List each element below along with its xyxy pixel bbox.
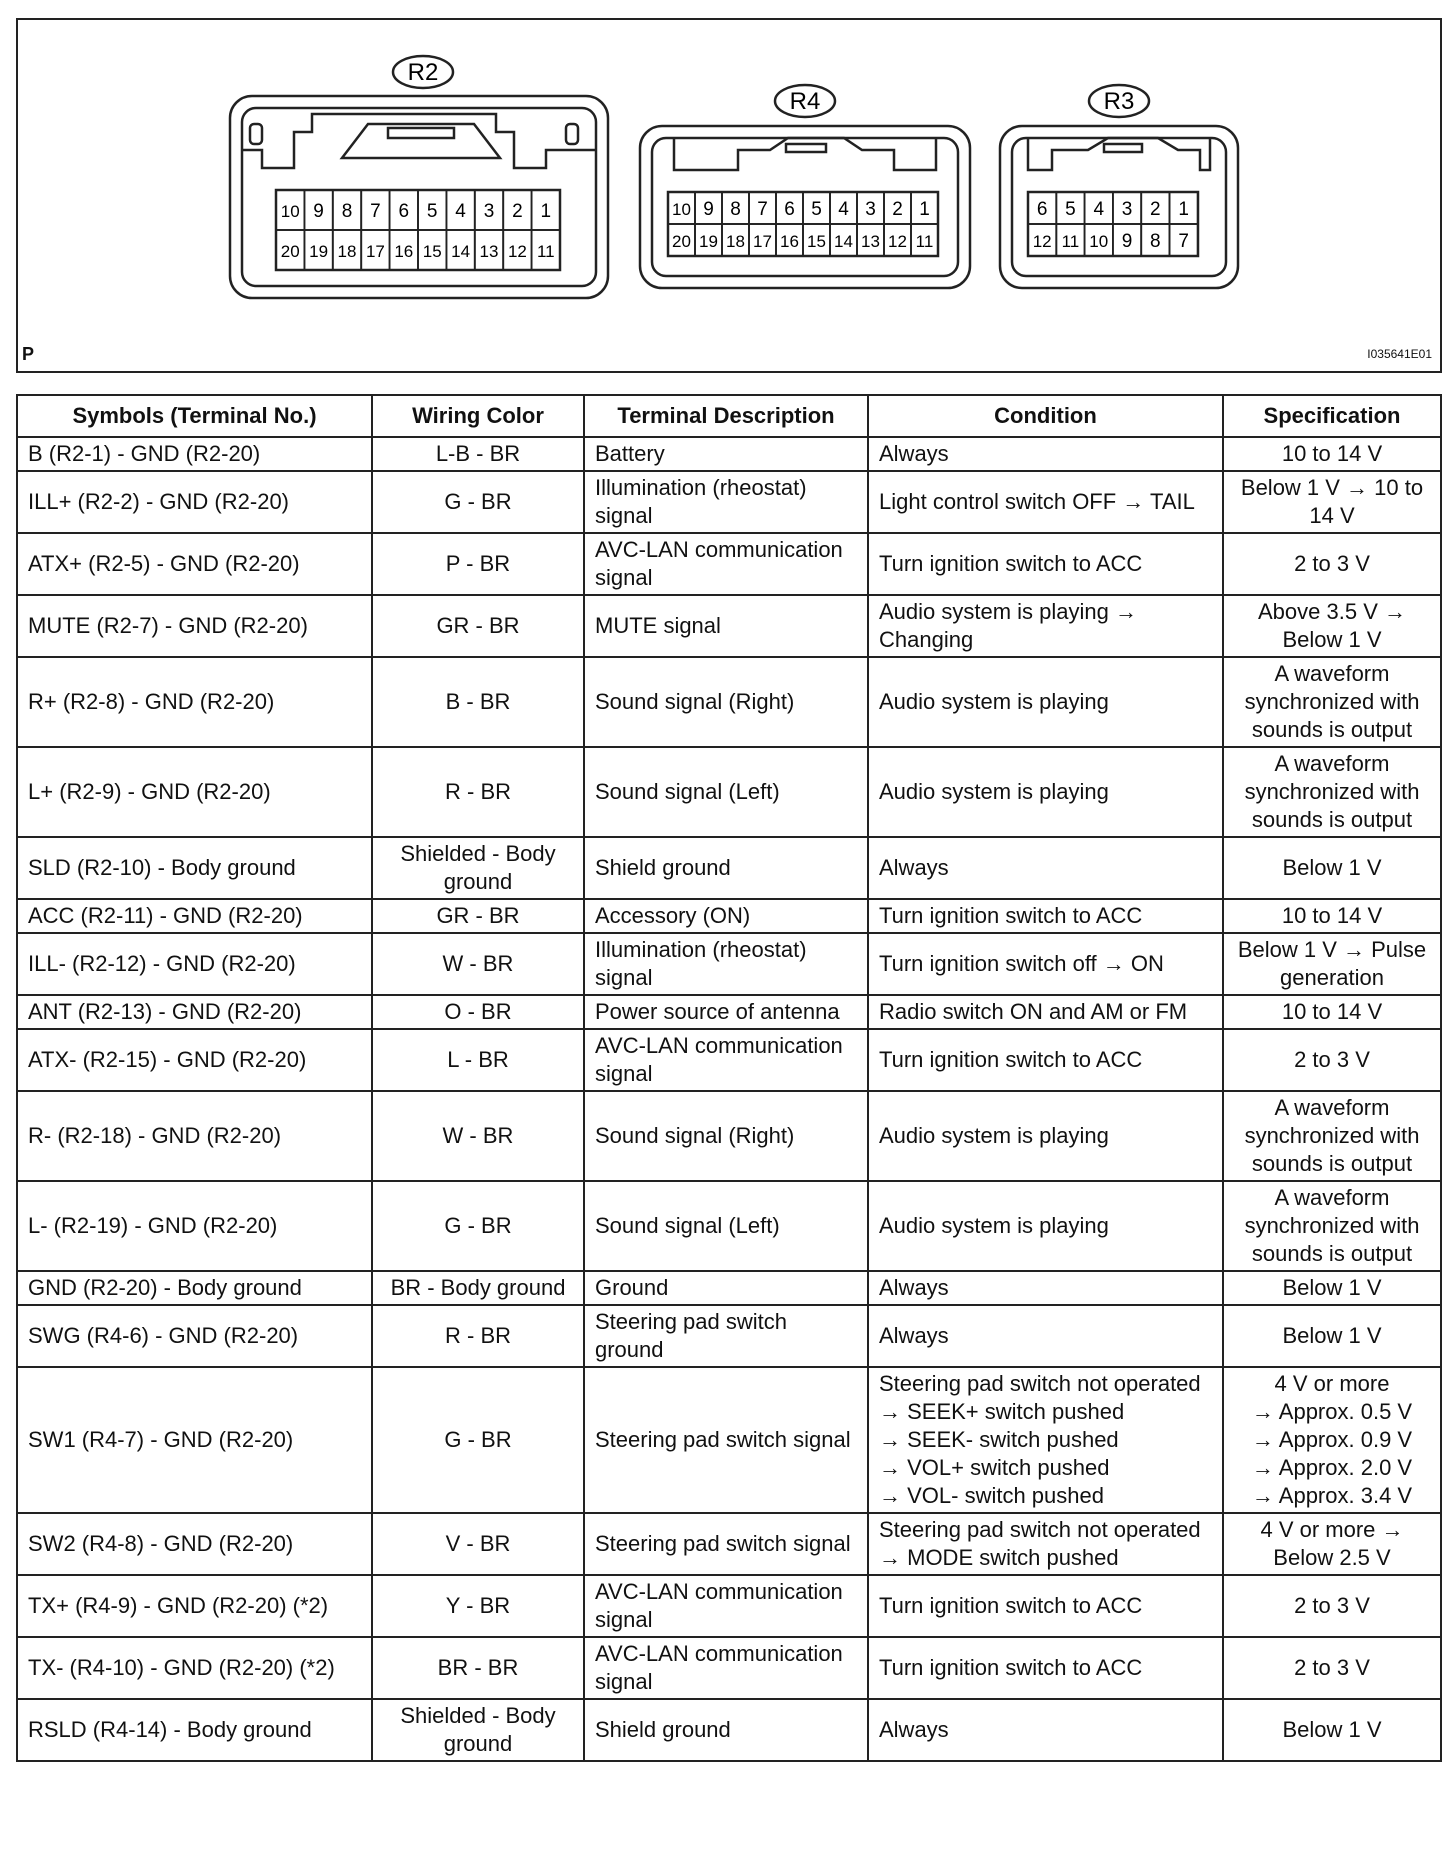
pin-number: 5 — [1065, 199, 1076, 220]
cell-specification: Below 1 V — [1223, 1699, 1441, 1761]
pin-number: 3 — [865, 199, 876, 220]
cell-description: Battery — [584, 437, 868, 471]
cell-description: Shield ground — [584, 837, 868, 899]
pin-number: 10 — [280, 202, 300, 221]
table-row — [17, 1029, 1441, 1091]
cell-description: AVC-LAN communication signal — [584, 1637, 868, 1699]
table-row — [17, 471, 1441, 533]
cell-wiring-color: L - BR — [372, 1029, 584, 1091]
pin-number: 15 — [422, 242, 442, 261]
figure-corner-label: P — [22, 344, 35, 364]
pin-number: 8 — [730, 199, 741, 220]
cell-condition: Always — [868, 1271, 1223, 1305]
cell-wiring-color: G - BR — [372, 1181, 584, 1271]
pin-number: 14 — [834, 232, 853, 251]
pin-number: 11 — [1061, 232, 1080, 251]
table-row — [17, 657, 1441, 747]
pin-number: 9 — [703, 199, 714, 220]
cell-condition: Always — [868, 437, 1223, 471]
cell-description: Illumination (rheostat) signal — [584, 471, 868, 533]
cell-symbols: ILL- (R2-12) - GND (R2-20) — [17, 933, 372, 995]
pin-number: 9 — [1121, 231, 1133, 252]
cell-description: AVC-LAN communication signal — [584, 533, 868, 595]
cell-condition: Always — [868, 837, 1223, 899]
cell-condition: Steering pad switch not operated → MODE switch pushed — [868, 1513, 1223, 1575]
cell-specification: 10 to 14 V — [1223, 437, 1441, 471]
pin-number: 8 — [1150, 231, 1161, 252]
cell-symbols: ILL+ (R2-2) - GND (R2-20) — [17, 471, 372, 533]
cell-wiring-color: W - BR — [372, 1091, 584, 1181]
header-specification: Specification — [1223, 395, 1441, 437]
table-row — [17, 899, 1441, 933]
cell-description: Accessory (ON) — [584, 899, 868, 933]
connector-r4-label: R4 — [789, 88, 821, 115]
pin-number: 19 — [699, 232, 718, 251]
cell-condition: Turn ignition switch to ACC — [868, 533, 1223, 595]
cell-specification: Below 1 V — [1223, 837, 1441, 899]
connector-r2 — [230, 96, 608, 298]
pin-number: 11 — [536, 242, 555, 261]
cell-condition: Audio system is playing — [868, 657, 1223, 747]
cell-condition: Turn ignition switch to ACC — [868, 1029, 1223, 1091]
pin-number: 17 — [753, 232, 772, 251]
pin-number: 13 — [479, 242, 499, 261]
connector-r3 — [1000, 126, 1238, 288]
cell-condition: Turn ignition switch to ACC — [868, 1637, 1223, 1699]
cell-specification: 2 to 3 V — [1223, 533, 1441, 595]
cell-specification: A waveform synchronized with sounds is output — [1223, 747, 1441, 837]
cell-symbols: SW1 (R4-7) - GND (R2-20) — [17, 1367, 372, 1513]
cell-wiring-color: W - BR — [372, 933, 584, 995]
pin-number: 12 — [888, 232, 907, 251]
cell-condition: Audio system is playing — [868, 1091, 1223, 1181]
cell-condition: Radio switch ON and AM or FM — [868, 995, 1223, 1029]
pin-number: 9 — [313, 201, 324, 222]
cell-wiring-color: Y - BR — [372, 1575, 584, 1637]
header-wiring-color: Wiring Color — [372, 395, 584, 437]
header-symbols: Symbols (Terminal No.) — [17, 395, 372, 437]
cell-wiring-color: G - BR — [372, 471, 584, 533]
cell-wiring-color: O - BR — [372, 995, 584, 1029]
connector-diagram — [18, 20, 1440, 371]
table-row — [17, 1699, 1441, 1761]
pin-number: 16 — [394, 242, 414, 261]
cell-symbols: ANT (R2-13) - GND (R2-20) — [17, 995, 372, 1029]
cell-description: Illumination (rheostat) signal — [584, 933, 868, 995]
cell-symbols: TX+ (R4-9) - GND (R2-20) (*2) — [17, 1575, 372, 1637]
pin-number: 6 — [398, 201, 410, 222]
cell-wiring-color: GR - BR — [372, 595, 584, 657]
cell-specification: 2 to 3 V — [1223, 1575, 1441, 1637]
cell-condition: Turn ignition switch to ACC — [868, 899, 1223, 933]
cell-description: Ground — [584, 1271, 868, 1305]
pin-number: 10 — [1089, 232, 1109, 251]
pin-number: 4 — [1093, 199, 1105, 220]
cell-condition: Audio system is playing — [868, 1181, 1223, 1271]
connector-r3-label: R3 — [1103, 88, 1135, 115]
connector-r2-label: R2 — [407, 59, 439, 86]
cell-specification: Below 1 V → Pulse generation — [1223, 933, 1441, 995]
table-row — [17, 1367, 1441, 1513]
table-row — [17, 437, 1441, 471]
cell-symbols: GND (R2-20) - Body ground — [17, 1271, 372, 1305]
cell-symbols: L+ (R2-9) - GND (R2-20) — [17, 747, 372, 837]
cell-symbols: B (R2-1) - GND (R2-20) — [17, 437, 372, 471]
cell-description: Shield ground — [584, 1699, 868, 1761]
pin-number: 8 — [341, 201, 353, 222]
table-row — [17, 1513, 1441, 1575]
cell-condition: Light control switch OFF → TAIL — [868, 471, 1223, 533]
cell-description: AVC-LAN communication signal — [584, 1029, 868, 1091]
cell-description: Sound signal (Left) — [584, 747, 868, 837]
cell-wiring-color: R - BR — [372, 1305, 584, 1367]
table-row — [17, 595, 1441, 657]
pin-number: 20 — [672, 232, 691, 251]
cell-symbols: ATX- (R2-15) - GND (R2-20) — [17, 1029, 372, 1091]
cell-specification: 4 V or more → Approx. 0.5 V → Approx. 0.9 V → Approx. 2.0 V → Approx. 3.4 V — [1223, 1367, 1441, 1513]
connector-figure — [16, 18, 1442, 373]
pin-number: 1 — [919, 199, 930, 220]
cell-wiring-color: R - BR — [372, 747, 584, 837]
table-row — [17, 747, 1441, 837]
cell-symbols: MUTE (R2-7) - GND (R2-20) — [17, 595, 372, 657]
table-row — [17, 1271, 1441, 1305]
pin-number: 20 — [280, 242, 300, 261]
cell-condition: Turn ignition switch to ACC — [868, 1575, 1223, 1637]
cell-specification: 4 V or more → Below 2.5 V — [1223, 1513, 1441, 1575]
table-row — [17, 1305, 1441, 1367]
cell-symbols: TX- (R4-10) - GND (R2-20) (*2) — [17, 1637, 372, 1699]
cell-condition: Always — [868, 1699, 1223, 1761]
cell-wiring-color: G - BR — [372, 1367, 584, 1513]
cell-wiring-color: Shielded - Body ground — [372, 1699, 584, 1761]
cell-symbols: SW2 (R4-8) - GND (R2-20) — [17, 1513, 372, 1575]
pin-number: 1 — [1178, 199, 1189, 220]
cell-specification: 2 to 3 V — [1223, 1637, 1441, 1699]
cell-specification: A waveform synchronized with sounds is output — [1223, 1091, 1441, 1181]
cell-symbols: L- (R2-19) - GND (R2-20) — [17, 1181, 372, 1271]
figure-code: I035641E01 — [1367, 347, 1432, 361]
cell-wiring-color: V - BR — [372, 1513, 584, 1575]
cell-wiring-color: P - BR — [372, 533, 584, 595]
table-row — [17, 1181, 1441, 1271]
cell-specification: Below 1 V → 10 to 14 V — [1223, 471, 1441, 533]
cell-specification: A waveform synchronized with sounds is output — [1223, 657, 1441, 747]
pin-number: 4 — [455, 201, 466, 222]
table-row — [17, 995, 1441, 1029]
cell-wiring-color: BR - Body ground — [372, 1271, 584, 1305]
table-row — [17, 1637, 1441, 1699]
pin-number: 11 — [915, 232, 934, 251]
pin-number: 15 — [807, 232, 826, 251]
pin-number: 12 — [1032, 232, 1052, 251]
cell-wiring-color: B - BR — [372, 657, 584, 747]
pin-number: 18 — [337, 242, 357, 261]
pin-number: 2 — [892, 199, 903, 220]
cell-condition: Audio system is playing — [868, 747, 1223, 837]
cell-description: Sound signal (Right) — [584, 1091, 868, 1181]
pin-number: 18 — [726, 232, 745, 251]
pin-number: 6 — [784, 199, 795, 220]
pin-number: 2 — [512, 201, 523, 222]
pin-number: 19 — [309, 242, 329, 261]
cell-specification: Below 1 V — [1223, 1305, 1441, 1367]
cell-description: MUTE signal — [584, 595, 868, 657]
cell-symbols: SWG (R4-6) - GND (R2-20) — [17, 1305, 372, 1367]
cell-description: Steering pad switch signal — [584, 1513, 868, 1575]
cell-specification: 10 to 14 V — [1223, 995, 1441, 1029]
pin-number: 4 — [838, 199, 849, 220]
table-row — [17, 837, 1441, 899]
pin-number: 1 — [540, 201, 552, 222]
table-header-row — [17, 395, 1441, 437]
cell-wiring-color: BR - BR — [372, 1637, 584, 1699]
cell-symbols: RSLD (R4-14) - Body ground — [17, 1699, 372, 1761]
cell-symbols: SLD (R2-10) - Body ground — [17, 837, 372, 899]
table-row — [17, 933, 1441, 995]
cell-specification: 2 to 3 V — [1223, 1029, 1441, 1091]
cell-description: Sound signal (Right) — [584, 657, 868, 747]
cell-description: Power source of antenna — [584, 995, 868, 1029]
pin-number: 17 — [365, 242, 385, 261]
header-condition: Condition — [868, 395, 1223, 437]
cell-symbols: R+ (R2-8) - GND (R2-20) — [17, 657, 372, 747]
cell-condition: Steering pad switch not operated → SEEK+ switch pushed → SEEK- switch pushed → VOL+ switch pushed → VOL- switch pushed — [868, 1367, 1223, 1513]
pin-number: 10 — [672, 200, 691, 219]
cell-symbols: R- (R2-18) - GND (R2-20) — [17, 1091, 372, 1181]
pin-number: 14 — [451, 242, 471, 261]
cell-description: Steering pad switch ground — [584, 1305, 868, 1367]
cell-specification: Above 3.5 V → Below 1 V — [1223, 595, 1441, 657]
cell-wiring-color: Shielded - Body ground — [372, 837, 584, 899]
pin-number: 3 — [1121, 199, 1133, 220]
pin-number: 16 — [780, 232, 799, 251]
pin-number: 12 — [507, 242, 527, 261]
cell-specification: Below 1 V — [1223, 1271, 1441, 1305]
pin-number: 7 — [1178, 231, 1189, 252]
table-row — [17, 533, 1441, 595]
cell-wiring-color: GR - BR — [372, 899, 584, 933]
header-terminal-description: Terminal Description — [584, 395, 868, 437]
cell-wiring-color: L-B - BR — [372, 437, 584, 471]
cell-description: Steering pad switch signal — [584, 1367, 868, 1513]
pin-number: 2 — [1150, 199, 1161, 220]
table-row — [17, 1575, 1441, 1637]
terminal-spec-table — [16, 394, 1442, 1762]
pin-number: 3 — [483, 201, 495, 222]
cell-specification: A waveform synchronized with sounds is output — [1223, 1181, 1441, 1271]
pin-number: 7 — [757, 199, 768, 220]
cell-condition: Turn ignition switch off → ON — [868, 933, 1223, 995]
pin-number: 5 — [426, 201, 438, 222]
pin-number: 7 — [370, 201, 381, 222]
cell-symbols: ATX+ (R2-5) - GND (R2-20) — [17, 533, 372, 595]
cell-description: AVC-LAN communication signal — [584, 1575, 868, 1637]
cell-description: Sound signal (Left) — [584, 1181, 868, 1271]
cell-symbols: ACC (R2-11) - GND (R2-20) — [17, 899, 372, 933]
table-body — [17, 437, 1441, 1761]
cell-condition: Always — [868, 1305, 1223, 1367]
pin-number: 13 — [861, 232, 880, 251]
pin-number: 6 — [1036, 199, 1048, 220]
cell-condition: Audio system is playing → Changing — [868, 595, 1223, 657]
cell-specification: 10 to 14 V — [1223, 899, 1441, 933]
pin-number: 5 — [811, 199, 822, 220]
table-row — [17, 1091, 1441, 1181]
